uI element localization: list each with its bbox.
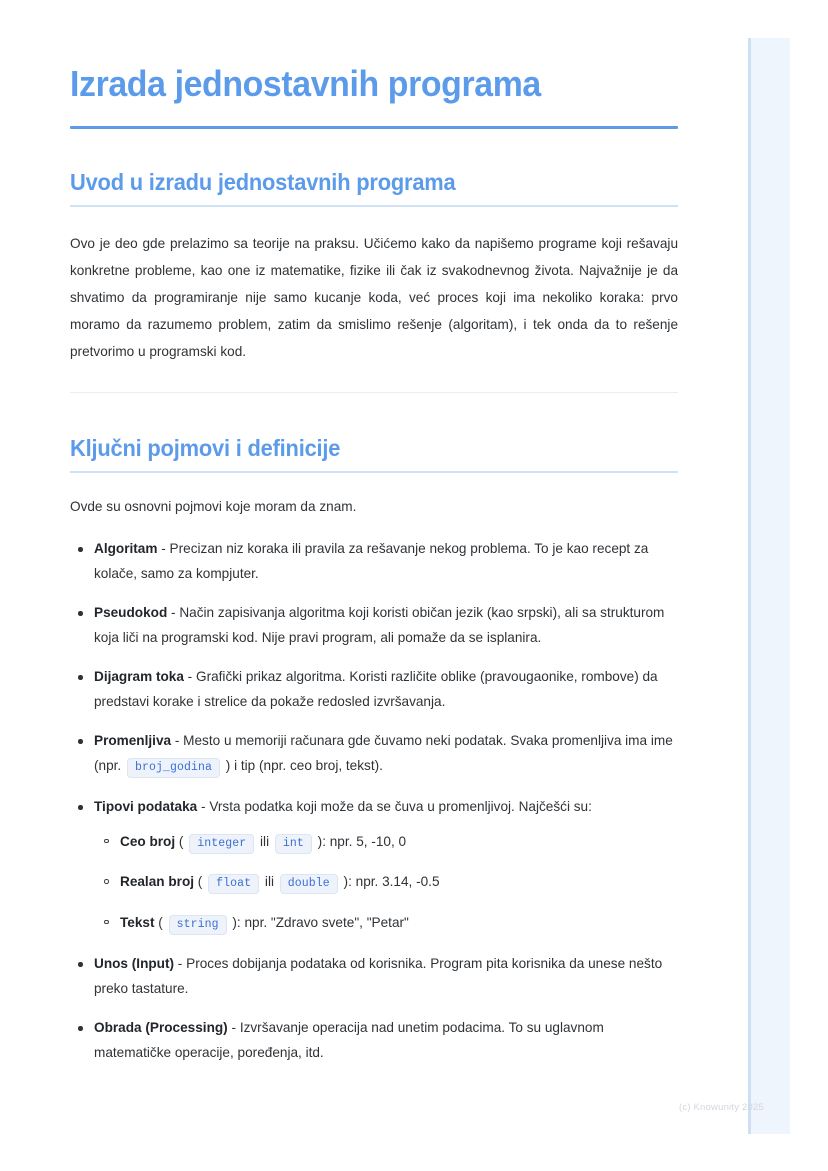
code-chip-float: float <box>208 874 259 894</box>
section-heading-pojmovi: Ključni pojmovi i definicije <box>70 435 341 461</box>
term-label: Dijagram toka <box>94 669 184 684</box>
spacer <box>70 393 678 433</box>
section-heading-underline <box>70 205 678 207</box>
subterm-tail: ): npr. 5, -10, 0 <box>313 833 407 849</box>
paren-open: ( <box>194 874 207 889</box>
term-description: Proces dobijanja podataka od korisnika. Program pita korisnika da unese nešto preko tastature. <box>94 956 663 996</box>
code-chip-integer: integer <box>189 834 254 854</box>
list-item <box>94 729 678 780</box>
page-title: Izrada jednostavnih programa <box>70 63 541 104</box>
code-chip-int: int <box>275 834 312 854</box>
term-dash: - <box>174 956 187 971</box>
subterm-label: Ceo broj <box>120 833 176 849</box>
intro-paragraph: Ovo je deo gde prelazimo sa teorije na praksu. Učićemo kako da napišemo programe koji rešavaju konkretne probleme, kao one iz matematike, fizike ili čak iz svakodnevnog života. Najvažnije je da shvatimo da programiranje nije samo kucanje koda, već proces koji ima nekoliko koraka: prvo moramo da razumemo problem, zatim da smislimo rešenje (algoritam), i tek onda da to rešenje pretvorimo u programski kod. <box>70 236 678 359</box>
data-types-sublist <box>94 830 678 938</box>
term-description: Precizan niz koraka ili pravila za rešavanje nekog problema. To je kao recept za kolače, samo za kompjuter. <box>94 541 649 581</box>
term-description: Izvršavanje operacija nad unetim podacima. To su uglavnom matematičke operacije, poređenja, itd. <box>94 1020 604 1060</box>
term-dash: - <box>157 541 170 556</box>
term-dash: - <box>197 799 210 814</box>
term-dash: - <box>171 733 184 748</box>
spacer <box>70 129 678 167</box>
term-description: Vrsta podatka koji može da se čuva u promenljivoj. Najčešći su: <box>209 799 592 814</box>
section-intro-text: Ovde su osnovni pojmovi koje moram da znam. <box>70 499 357 514</box>
paren-open: ( <box>154 914 167 930</box>
subterm-label: Realan broj <box>120 874 195 889</box>
term-label: Unos (Input) <box>94 956 175 971</box>
list-item <box>94 795 678 937</box>
page-side-band <box>748 38 790 1134</box>
term-description: Način zapisivanja algoritma koji koristi običan jezik (kao srpski), ali sa strukturom koja liči na programski kod. Nije pravi program, ali pomaže da se isplanira. <box>94 605 665 645</box>
list-item <box>94 537 678 586</box>
code-chip-broj-godina: broj_godina <box>127 758 220 778</box>
term-label: Pseudokod <box>94 605 168 620</box>
term-label: Tipovi podataka <box>94 799 198 814</box>
term-description: Grafički prikaz algoritma. Koristi različite oblike (pravougaonike, rombove) da predstavi korake i strelice da pokaže redosled izvršavanja. <box>94 669 658 709</box>
section-uvod <box>70 167 678 365</box>
section-heading-underline <box>70 471 678 473</box>
list-item <box>94 1016 678 1065</box>
term-label: Obrada (Processing) <box>94 1020 228 1035</box>
section-pojmovi <box>70 433 678 1065</box>
term-description-tail: ) i tip (npr. ceo broj, tekst). <box>222 757 383 773</box>
list-item <box>120 870 678 897</box>
list-item <box>94 952 678 1001</box>
copyright-watermark: (c) Knowunity 2025 <box>679 1102 764 1113</box>
subterm-tail: ): npr. 3.14, -0.5 <box>339 874 440 889</box>
term-dash: - <box>167 605 180 620</box>
definitions-list <box>70 537 678 1065</box>
list-item <box>94 665 678 714</box>
term-label: Algoritam <box>94 541 158 556</box>
section-heading-uvod: Uvod u izradu jednostavnih programa <box>70 169 456 195</box>
term-label: Promenljiva <box>94 733 172 748</box>
subterm-tail: ): npr. "Zdravo svete", "Petar" <box>228 914 409 930</box>
code-chip-string: string <box>169 915 227 935</box>
term-dash: - <box>183 669 196 684</box>
subterm-label: Tekst <box>120 914 155 930</box>
list-item <box>120 830 678 857</box>
code-chip-double: double <box>280 874 338 894</box>
list-item <box>94 601 678 650</box>
conjunction: ili <box>261 874 278 889</box>
list-item <box>120 911 678 938</box>
paren-open: ( <box>175 833 188 849</box>
term-dash: - <box>227 1020 240 1035</box>
term-description: Mesto u memoriji računara gde čuvamo neki podatak. Svaka promenljiva ima ime (npr. <box>94 733 673 773</box>
conjunction: ili <box>256 833 273 849</box>
